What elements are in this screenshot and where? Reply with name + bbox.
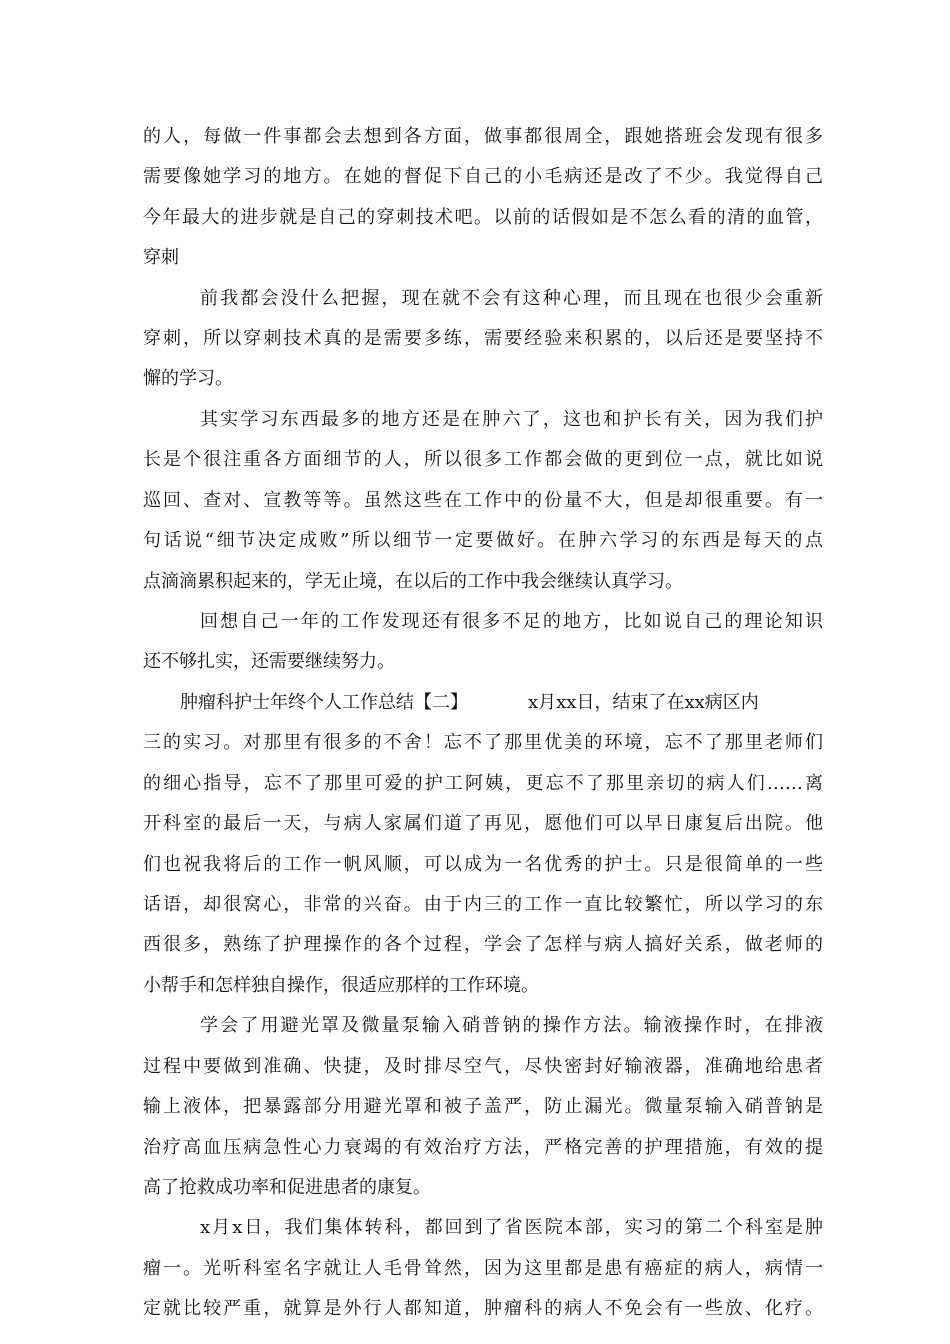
text-line: 的人，每做一件事都会去想到各方面，做事都很周全，跟她搭班会发现有很多 [143, 126, 823, 147]
text-line: 小帮手和怎样独自操作，很适应那样的工作环境。 [143, 975, 539, 996]
text-line: 三的实习。对那里有很多的不舍！忘不了那里优美的环境，忘不了那里老师们 [143, 732, 823, 753]
text-line: 高了抢救成功率和促进患者的康复。 [143, 1177, 431, 1198]
text-line: 话语，却很窝心，非常的兴奋。由于内三的工作一直比较繁忙，所以学习的东 [143, 894, 823, 915]
text-line: 治疗高血压病急性心力衰竭的有效治疗方法，严格完善的护理措施，有效的提 [143, 1137, 823, 1158]
text-line: 前我都会没什么把握，现在就不会有这种心理，而且现在也很少会重新 [200, 288, 823, 309]
text-line: 懈的学习。 [143, 368, 233, 389]
text-line: 其实学习东西最多的地方还是在肿六了，这也和护长有关，因为我们护 [200, 409, 823, 430]
text-line: 的细心指导，忘不了那里可爱的护工阿姨，更忘不了那里亲切的病人们……离 [143, 773, 823, 794]
heading-line [180, 683, 823, 723]
text-line: 今年最大的进步就是自己的穿刺技术吧。以前的话假如是不怎么看的清的血管， [143, 207, 823, 228]
text-line: x月x日，我们集体转科，都回到了省医院本部，实习的第二个科室是肿 [200, 1217, 823, 1238]
text-line: 点滴滴累积起来的，学无止境，在以后的工作中我会继续认真学习。 [143, 571, 683, 592]
text-line: 长是个很注重各方面细节的人，所以很多工作都会做的更到位一点，就比如说 [143, 449, 823, 470]
text-line: 们也祝我将后的工作一帆风顺，可以成为一名优秀的护士。只是很简单的一些 [143, 854, 823, 875]
text-line: 穿刺，所以穿刺技术真的是需要多练，需要经验来积累的，以后还是要坚持不 [143, 328, 823, 349]
text-line: 句话说“细节决定成败”所以细节一定要做好。在肿六学习的东西是每天的点 [143, 530, 823, 551]
text-line: 还不够扎实，还需要继续努力。 [143, 651, 395, 672]
text-line: 穿刺 [143, 247, 179, 268]
section-heading: 肿瘤科护士年终个人工作总结【二】 [180, 692, 468, 713]
text-line: 学会了用避光罩及微量泵输入硝普钠的操作方法。输液操作时，在排液 [200, 1015, 823, 1036]
text-line: 开科室的最后一天，与病人家属们道了再见，愿他们可以早日康复后出院。他 [143, 813, 823, 834]
text-line: 需要像她学习的地方。在她的督促下自己的小毛病还是改了不少。我觉得自己 [143, 166, 823, 187]
section-first-text: x月xx日，结束了在xx病区内 [528, 692, 759, 713]
text-line: 输上液体，把暴露部分用避光罩和被子盖严，防止漏光。微量泵输入硝普钠是 [143, 1096, 823, 1117]
text-line: 定就比较严重，就算是外行人都知道，肿瘤科的病人不免会有一些放、化疗。 [143, 1298, 823, 1319]
text-line: 瘤一。光听科室名字就让人毛骨耸然，因为这里都是患有癌症的病人，病情一 [143, 1258, 823, 1279]
text-line: 巡回、查对、宣教等等。虽然这些在工作中的份量不大，但是却很重要。有一 [143, 490, 823, 511]
text-line: 西很多，熟练了护理操作的各个过程，学会了怎样与病人搞好关系，做老师的 [143, 934, 823, 955]
text-line: 回想自己一年的工作发现还有很多不足的地方，比如说自己的理论知识 [200, 611, 823, 632]
text-line: 过程中要做到准确、快捷，及时排尽空气，尽快密封好输液器，准确地给患者 [143, 1056, 823, 1077]
